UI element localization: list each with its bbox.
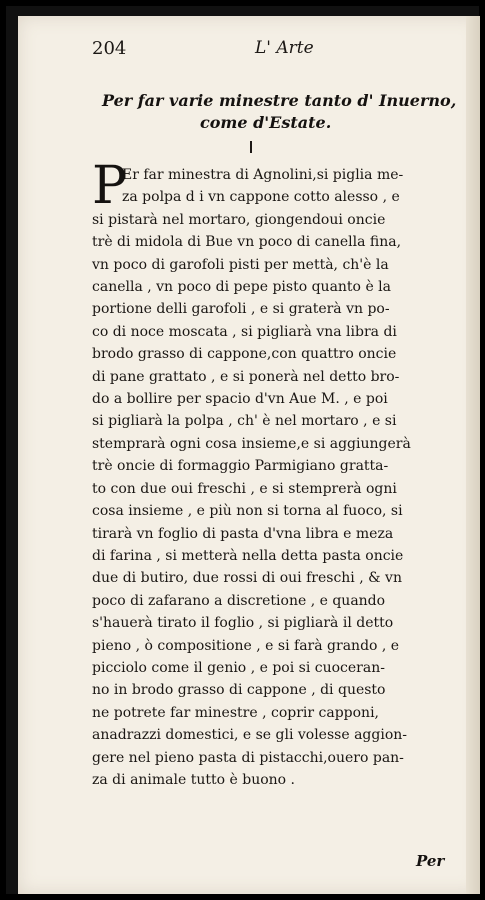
page-frame <box>6 6 479 894</box>
heading-line: Per far varie minestre tanto d' Inuerno, <box>102 91 457 110</box>
drop-cap: P <box>92 156 127 216</box>
ornament-mark <box>250 141 252 153</box>
text-line: za polpa d i vn cappone cotto alesso , e <box>122 189 400 206</box>
running-head: L' Arte <box>255 38 314 58</box>
text-line: portione delli garofoli , e si graterà vn po- <box>92 301 390 318</box>
text-line: trè oncie di formaggio Parmigiano gratta- <box>92 458 389 475</box>
text-line: di pane grattato , e si ponerà nel detto bro- <box>92 368 400 385</box>
recipe-heading <box>102 90 480 134</box>
text-line: s'hauerà tirato il foglio , si pigliarà il detto <box>92 615 394 632</box>
text-line: di farina , si metterà nella detta pasta oncie <box>92 547 404 564</box>
text-line: no in brodo grasso di cappone , di questo <box>92 682 386 699</box>
page-header <box>92 38 440 64</box>
text-line: Er far minestra di Agnolini,si piglia me- <box>122 167 404 183</box>
text-line: ne potrete far minestre , coprir capponi, <box>92 704 379 721</box>
text-line: cosa insieme , e più non si torna al fuoco, si <box>92 503 403 520</box>
page-number: 204 <box>92 38 127 59</box>
text-line: do a bollire per spacio d'vn Aue M. , e poi <box>92 391 388 408</box>
heading-line: come d'Estate. <box>200 113 332 132</box>
catchword: Per <box>416 852 445 870</box>
text-line: co di noce moscata , si pigliarà vna libra di <box>92 323 397 340</box>
text-line: si pigliarà la polpa , ch' è nel mortaro , e si <box>92 413 397 430</box>
text-line: poco di zafarano a discretione , e quando <box>92 592 386 609</box>
text-line: due di butiro, due rossi di oui freschi , & vn <box>92 570 402 587</box>
text-line: vn poco di garofoli pisti per mettà, ch'è la <box>92 256 389 273</box>
text-line: tirarà vn foglio di pasta d'vna libra e meza <box>92 525 394 542</box>
text-line: anadrazzi domestici, e se gli volesse aggion- <box>92 727 407 744</box>
text-line: canella , vn poco di pepe pisto quanto è la <box>92 279 391 296</box>
text-line: si pistarà nel mortaro, giongendoui oncie <box>92 211 386 228</box>
text-line: gere nel pieno pasta di pistacchi,ouero pan- <box>92 749 404 766</box>
text-line: picciolo come il genio , e poi si cuoceran- <box>92 659 385 676</box>
text-line: brodo grasso di cappone,con quattro oncie <box>92 346 397 363</box>
text-line: za di animale tutto è buono . <box>92 771 295 788</box>
book-page <box>18 16 480 894</box>
text-line: stemprarà ogni cosa insieme,e si aggiungerà <box>92 435 411 452</box>
text-line: pieno , ò compositione , e si farà grando , e <box>92 637 400 654</box>
text-line: to con due oui freschi , e si stemprerà ogni <box>92 480 397 497</box>
text-line: trè di midola di Bue vn poco di canella fina, <box>92 234 402 251</box>
recipe-text <box>92 156 480 791</box>
